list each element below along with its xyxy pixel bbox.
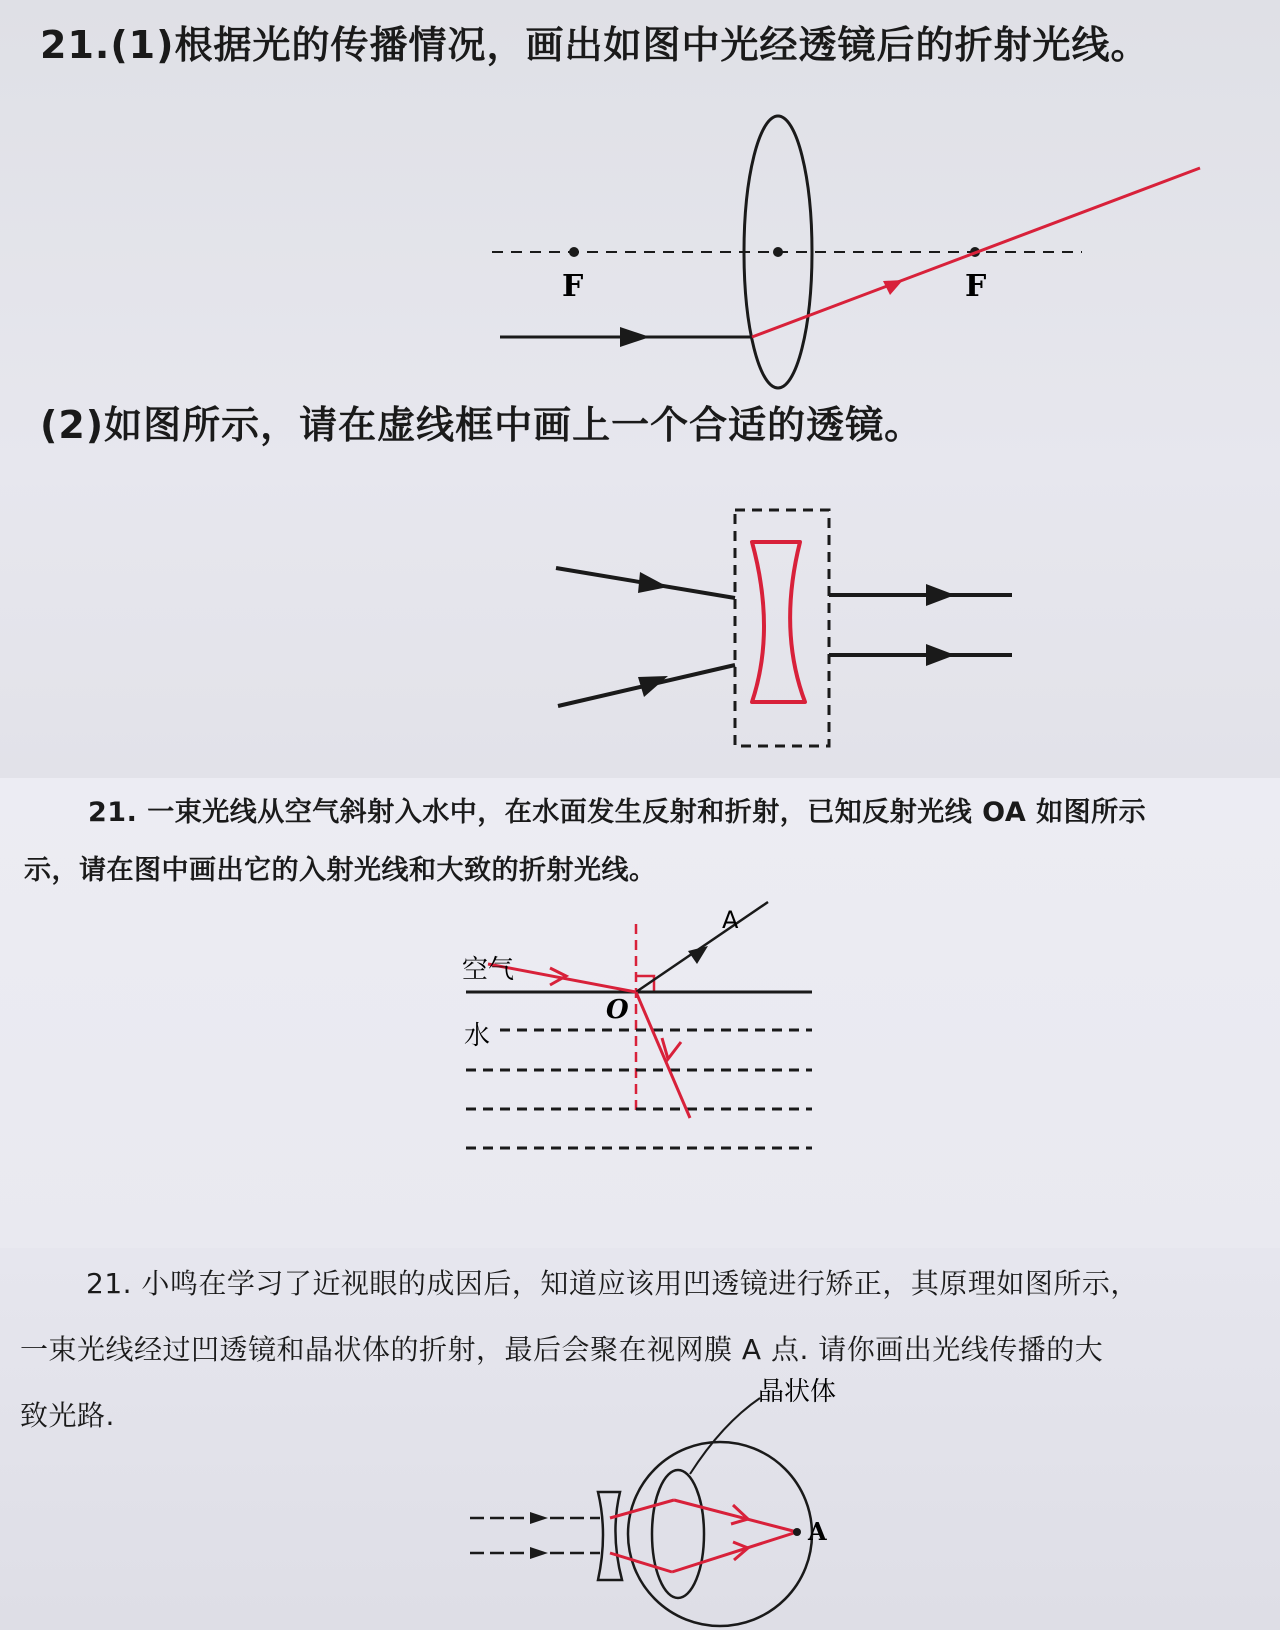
retina-point-a (793, 1528, 801, 1536)
reflected-ray-arrow (688, 946, 708, 964)
eye-correction-diagram (0, 1248, 1280, 1630)
problem-2-text-line-1: 21. 一束光线从空气斜射入水中，在水面发生反射和折射，已知反射光线 OA 如图所示 (88, 797, 1147, 828)
incoming-ray-top-arrow (530, 1512, 548, 1524)
concave-lens (598, 1492, 622, 1580)
outgoing-ray-bottom-arrow (926, 644, 955, 666)
problem-3-text-line-3: 致光路. (20, 1399, 115, 1432)
dashed-lens-box (735, 510, 829, 746)
label-a: A (722, 906, 739, 934)
problem-2-text-line-2: 示，请在图中画出它的入射光线和大致的折射光线。 (24, 855, 657, 886)
crystalline-lens (652, 1470, 704, 1598)
converging-ray-top (674, 1500, 797, 1532)
problem-1-panel (0, 0, 1280, 778)
label-leader-line (690, 1398, 760, 1474)
label-crystalline-lens: 晶状体 (758, 1377, 837, 1407)
label-air: 空气 (462, 955, 515, 985)
refraction-diagram (0, 778, 1280, 1248)
problem-1-text: 21.(1)根据光的传播情况，画出如图中光经透镜后的折射光线。 (40, 23, 1150, 67)
convex-lens-diagram (0, 0, 1280, 778)
problem-2-panel (0, 778, 1280, 1248)
incoming-ray-bottom-arrow (638, 676, 668, 697)
label-o: O (606, 995, 629, 1025)
incoming-ray-top-arrow (638, 572, 668, 593)
focus-point-left (569, 247, 579, 257)
focus-label-right: F (965, 269, 987, 304)
outgoing-ray-top-arrow (926, 584, 955, 606)
diverging-ray-top (610, 1500, 674, 1518)
problem-3-text-line-1: 21. 小鸣在学习了近视眼的成因后，知道应该用凹透镜进行矫正，其原理如图所示， (86, 1267, 1139, 1300)
focus-label-left: F (562, 269, 584, 304)
optical-center-point (773, 247, 783, 257)
problem-1-part-2-text: (2)如图所示，请在虚线框中画上一个合适的透镜。 (40, 403, 924, 447)
problem-3-panel (0, 1248, 1280, 1630)
concave-lens (752, 542, 805, 702)
refracted-ray (636, 992, 690, 1118)
eyeball (628, 1442, 812, 1626)
reflected-ray-oa (636, 902, 768, 992)
incident-ray-arrow (620, 327, 650, 347)
converging-ray-bottom (672, 1532, 797, 1572)
label-a: A (808, 1517, 827, 1546)
incoming-ray-bottom-arrow (530, 1547, 548, 1559)
label-water: 水 (464, 1021, 491, 1051)
problem-3-text-line-2: 一束光线经过凹透镜和晶状体的折射，最后会聚在视网膜 A 点. 请你画出光线传播的大 (20, 1333, 1104, 1366)
